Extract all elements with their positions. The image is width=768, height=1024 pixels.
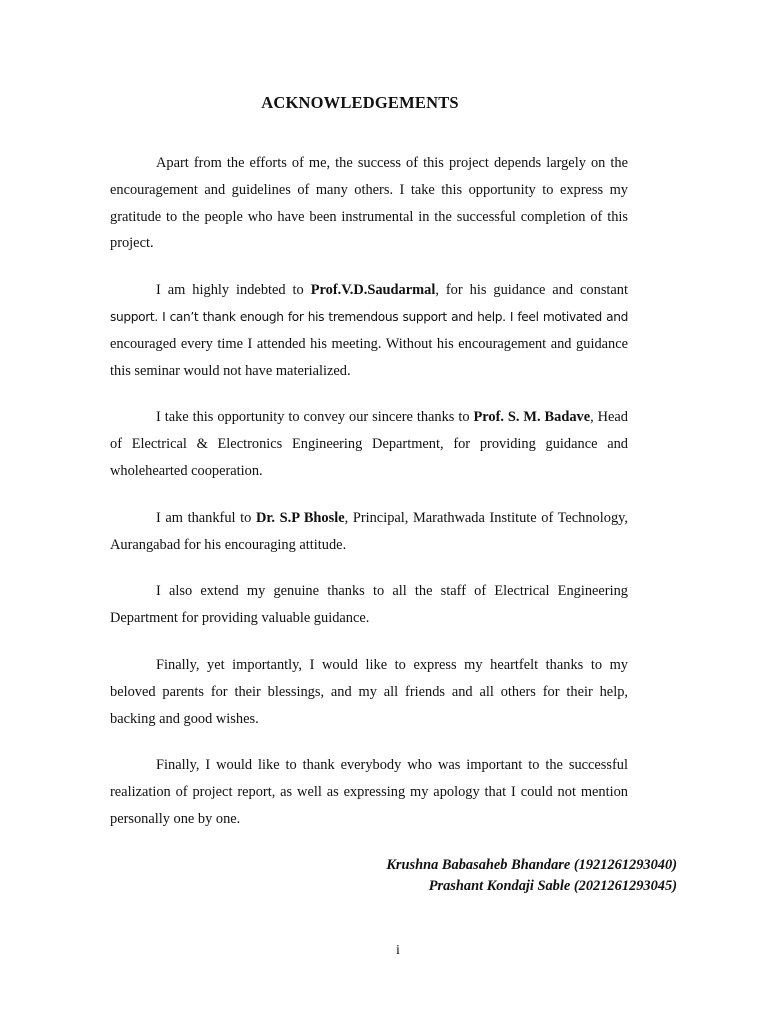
paragraph-3 (110, 404, 628, 484)
signature-block (386, 855, 677, 897)
page-number: i (396, 943, 400, 958)
paragraph-2-text: , for his guidance and constant (435, 282, 628, 299)
signature-line-2: Prashant Kondaji Sable (2021261293045) (428, 878, 677, 894)
paragraph-4 (110, 505, 628, 559)
paragraph-4-intro: I am thankful to (156, 509, 256, 526)
hod-name: Prof. S. M. Badave (473, 409, 591, 426)
paragraph-2-alt-font-line: support. I can’t thank enough for his tremendous support and help. I feel motivated and (110, 309, 628, 324)
paragraph-2-intro: I am highly indebted to (156, 282, 311, 299)
paragraph-3-intro: I take this opportunity to convey our sincere thanks to (156, 409, 474, 426)
paragraph-7: Finally, I would like to thank everybody who was important to the successful realization of project report, as well as expressing my apology that I could not mention personally one by one. (110, 757, 628, 827)
principal-name: Dr. S.P Bhosle (255, 509, 345, 526)
paragraph-4-text: , Principal, Marathwada Institute of Technology, Aurangabad for his encouraging attitude. (110, 509, 628, 553)
paragraph-6: Finally, yet importantly, I would like to express my heartfelt thanks to my beloved parents for their blessings, and my all friends and all others for their help, backing and good wishes. (110, 656, 628, 727)
signature-line-1: Krushna Babasaheb Bhandare (1921261293040) (386, 857, 677, 873)
guide-name: Prof.V.D.Saudarmal (310, 282, 436, 299)
acknowledgement-body (110, 150, 628, 853)
paragraph-2 (110, 277, 628, 384)
paragraph-2-end: encouraged every time I attended his meeting. Without his encouragement and guidance this seminar would not have materialized. (110, 335, 628, 379)
paragraph-3-text: , Head of Electrical & Electronics Engineering Department, for providing guidance and wholehearted cooperation. (110, 409, 628, 479)
paragraph-5: I also extend my genuine thanks to all the staff of Electrical Engineering Department for providing valuable guidance. (110, 583, 628, 627)
paragraph-1: Apart from the efforts of me, the success of this project depends largely on the encouragement and guidelines of many others. I take this opportunity to express my gratitude to the people who have been instrumental in the successful completion of this project. (110, 155, 628, 252)
page-title: ACKNOWLEDGEMENTS (261, 93, 459, 112)
